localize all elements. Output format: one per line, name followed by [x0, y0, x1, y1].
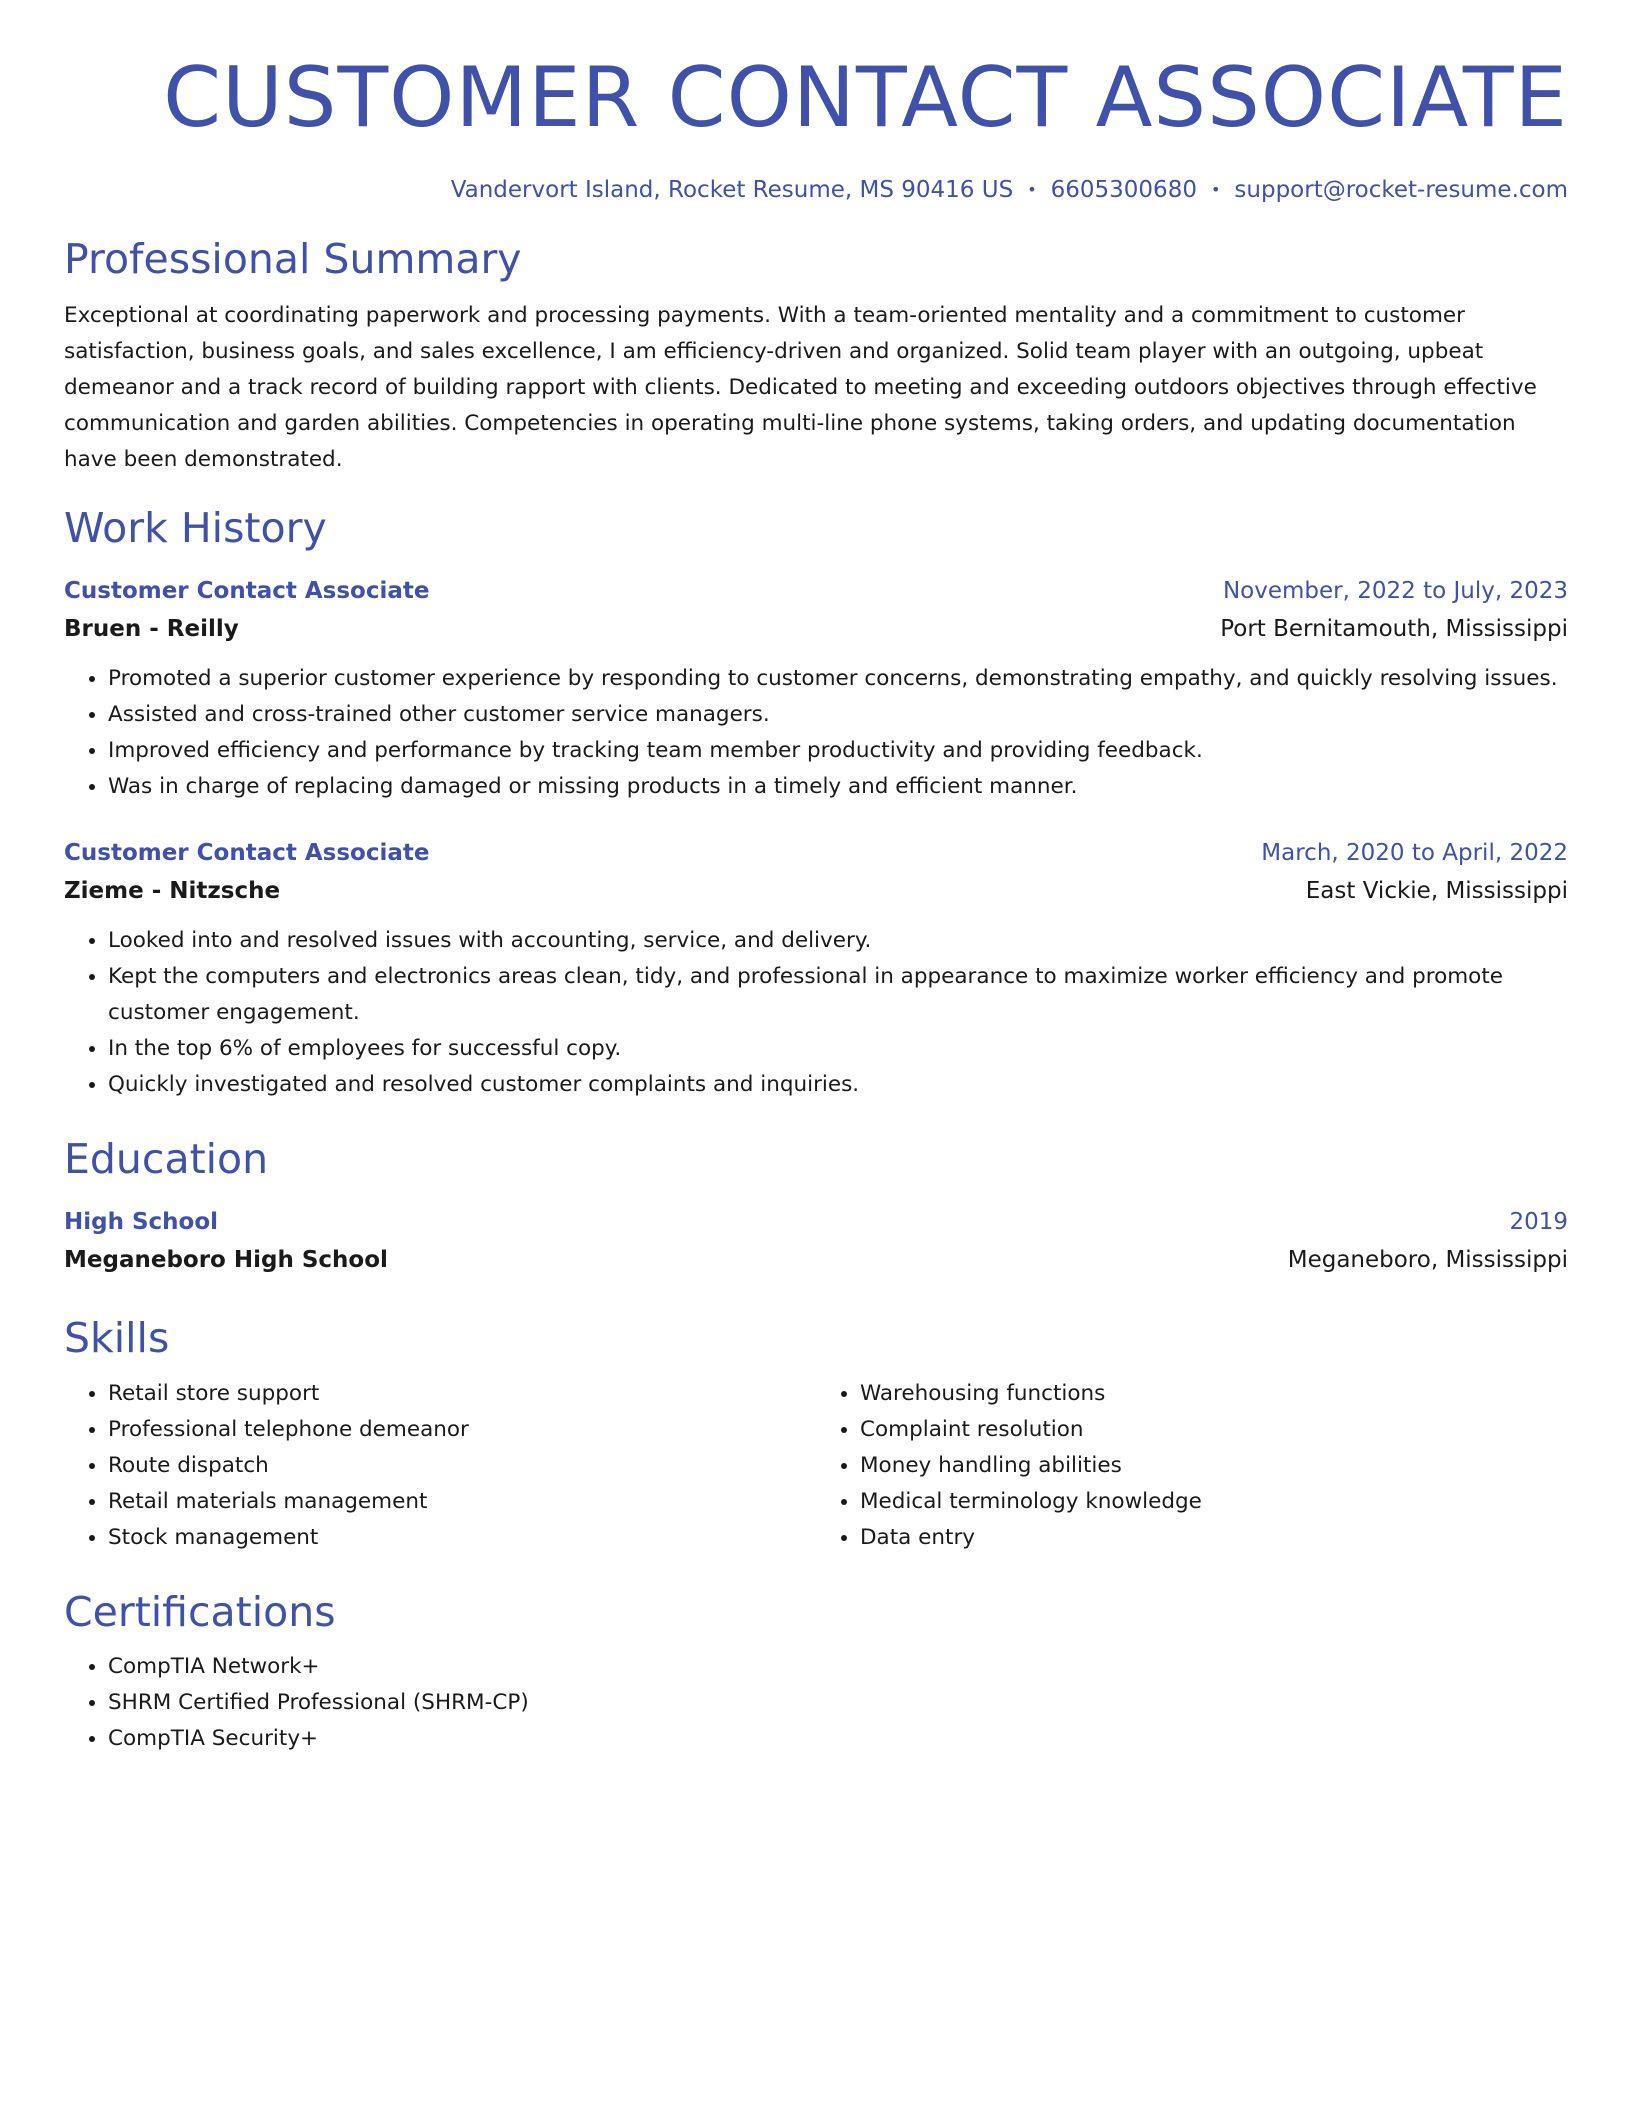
list-item: • Retail store support: [108, 1376, 816, 1412]
section-title-certifications: Certifications: [64, 1587, 336, 1636]
contact-separator: •: [1027, 180, 1037, 200]
job-company: Zieme - Nitzsche: [64, 878, 281, 905]
contact-phone[interactable]: 6605300680: [1050, 177, 1197, 204]
list-item: • Improved efficiency and performance by tracking team member productivity and providing feedback.: [108, 733, 1568, 769]
certifications-list: [64, 1649, 1568, 1757]
list-item: • SHRM Certified Professional (SHRM-CP): [108, 1685, 1568, 1721]
contact-email[interactable]: support@rocket-resume.com: [1234, 177, 1568, 204]
resume-header: [64, 0, 1568, 205]
job-bullets: [64, 923, 1568, 1103]
skills-grid: [64, 1376, 1568, 1556]
contact-separator: •: [1210, 180, 1221, 200]
section-title-skills: Skills: [64, 1314, 170, 1363]
contact-address: Vandervort Island, Rocket Resume, MS 90416 US: [450, 177, 1014, 204]
job-location: East Vickie, Mississippi: [1305, 878, 1568, 905]
summary-text: Exceptional at coordinating paperwork and processing payments. With a team-oriented mentality and a commitment to customer satisfaction, business goals, and sales excellence, I am efficiency-driven and organized. Solid team player with an outgoing, upbeat demeanor and a track record of building rapport with clients. Dedicated to meeting and exceeding outdoors objectives through effective communication and garden abilities. Competencies in operating multi-line phone systems, taking orders, and updating documentation have been demonstrated.: [64, 303, 1537, 473]
job-dates: November, 2022 to July, 2023: [1222, 578, 1568, 605]
job-company: Bruen - Reilly: [64, 616, 239, 643]
list-item: • Stock management: [108, 1520, 816, 1556]
job-location: Port Bernitamouth, Mississippi: [1220, 616, 1568, 643]
education-entry: [64, 1204, 1568, 1280]
skills-column-right: [816, 1376, 1568, 1556]
list-item: • Route dispatch: [108, 1448, 816, 1484]
section-title-education: Education: [64, 1135, 269, 1184]
list-item: • Data entry: [860, 1520, 1568, 1556]
candidate-title: CUSTOMER CONTACT ASSOCIATE: [163, 49, 1568, 146]
list-item: • Medical terminology knowledge: [860, 1484, 1568, 1520]
list-item: • Retail materials management: [108, 1484, 816, 1520]
section-title-work-history: Work History: [64, 504, 327, 553]
list-item: • Kept the computers and electronics areas clean, tidy, and professional in appearance to maximize worker efficiency and promote customer engagement.: [108, 959, 1568, 1031]
job-role: Customer Contact Associate: [64, 840, 430, 867]
skills-column-left: [64, 1376, 816, 1556]
list-item: • In the top 6% of employees for successful copy.: [108, 1031, 1568, 1067]
list-item: • Was in charge of replacing damaged or missing products in a timely and efficient manner.: [108, 769, 1568, 805]
contact-line: [64, 177, 1568, 205]
list-item: • CompTIA Security+: [108, 1721, 1568, 1757]
list-item: • CompTIA Network+: [108, 1649, 1568, 1685]
list-item: • Looked into and resolved issues with accounting, service, and delivery.: [108, 923, 1568, 959]
education-degree: High School: [64, 1209, 219, 1236]
list-item: • Complaint resolution: [860, 1412, 1568, 1448]
job-dates: March, 2020 to April, 2022: [1261, 840, 1568, 867]
job-role: Customer Contact Associate: [64, 578, 430, 605]
list-item: • Quickly investigated and resolved customer complaints and inquiries.: [108, 1067, 1568, 1103]
job-entry: [64, 573, 1568, 805]
section-title-summary: Professional Summary: [64, 234, 522, 283]
job-entry: [64, 835, 1568, 1103]
education-year: 2019: [1509, 1209, 1568, 1236]
list-item: • Warehousing functions: [860, 1376, 1568, 1412]
list-item: • Promoted a superior customer experience by responding to customer concerns, demonstrating empathy, and quickly resolving issues.: [108, 661, 1568, 697]
education-location: Meganeboro, Mississippi: [1287, 1247, 1568, 1274]
job-bullets: [64, 661, 1568, 805]
list-item: • Professional telephone demeanor: [108, 1412, 816, 1448]
list-item: • Money handling abilities: [860, 1448, 1568, 1484]
education-school: Meganeboro High School: [64, 1247, 388, 1274]
list-item: • Assisted and cross-trained other customer service managers.: [108, 697, 1568, 733]
